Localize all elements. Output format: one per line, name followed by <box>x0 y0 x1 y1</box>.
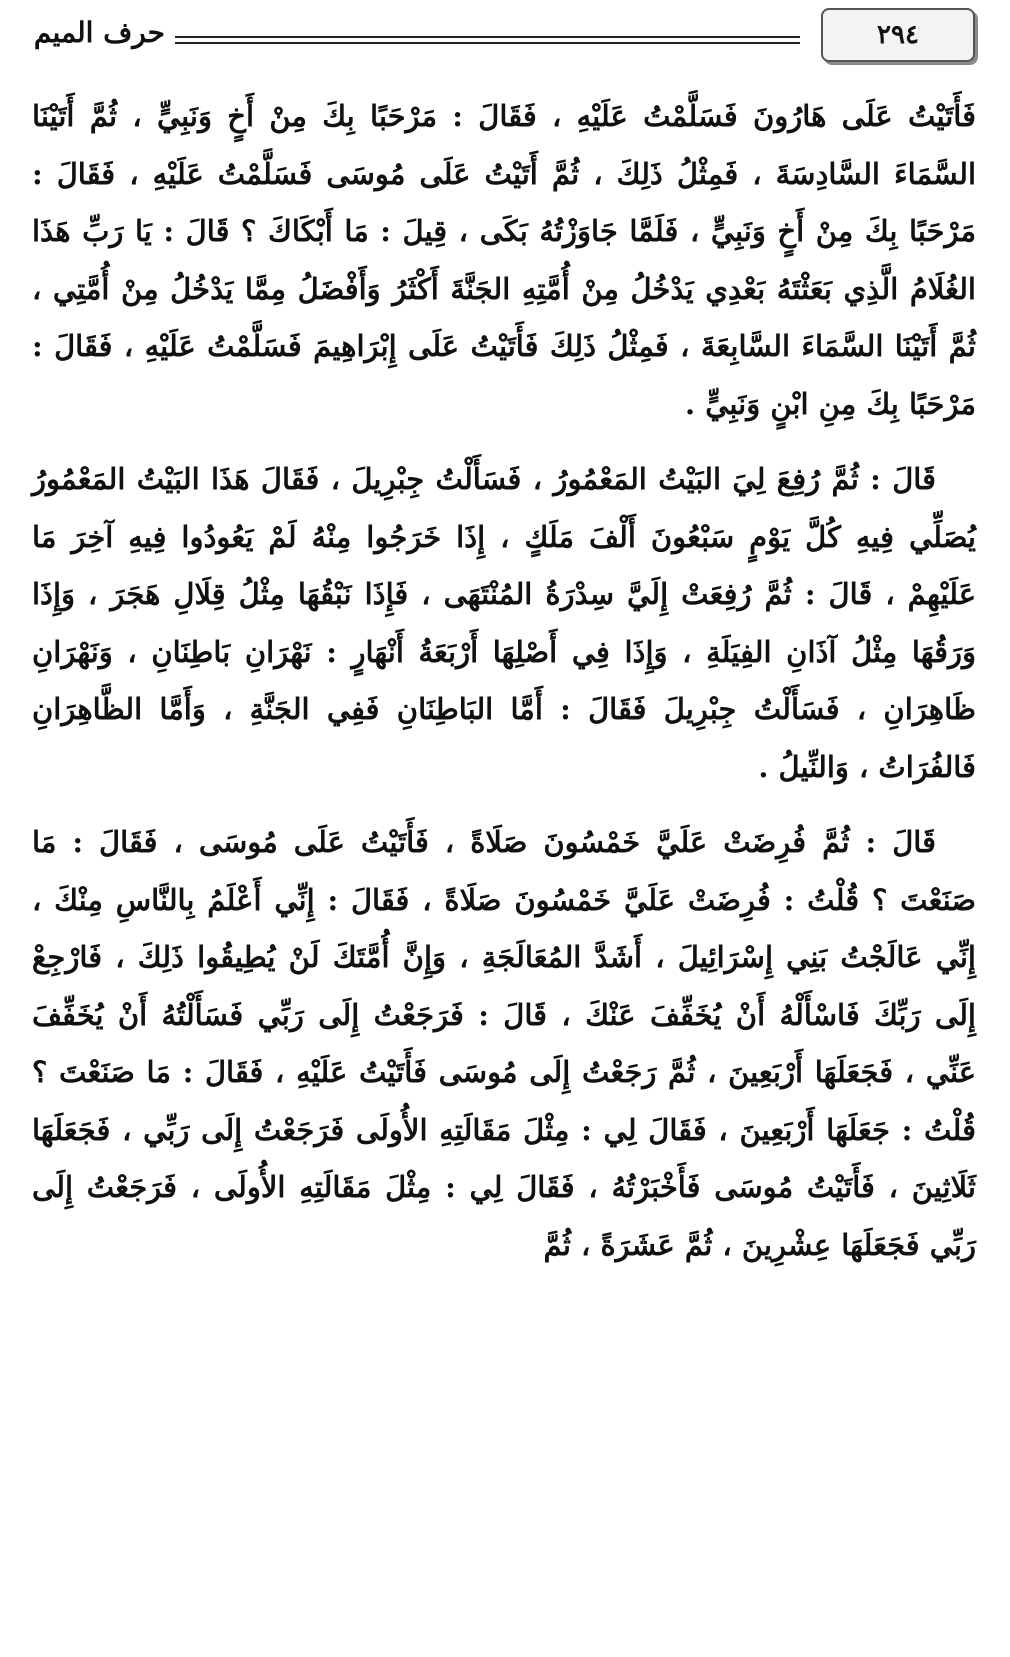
running-title: حرف الميم <box>33 16 165 49</box>
paragraph-spacer <box>32 796 976 814</box>
paragraph-2: قَالَ : ثُمَّ رُفِعَ لِيَ البَيْتُ المَعْمُورُ ، فَسَأَلْتُ جِبْرِيلَ ، فَقَالَ هَذَا البَيْتُ المَعْمُورُ يُصَلِّي فِيهِ كُلَّ يَوْمٍ سَبْعُونَ أَلْفَ مَلَكٍ ، إِذَا خَرَجُوا مِنْهُ لَمْ يَعُودُوا فِيهِ آخِرَ مَا عَلَيْهِمْ ، قَالَ : ثُمَّ رُفِعَتْ إِلَيَّ سِدْرَةُ المُنْتَهَى ، فَإِذَا نَبْقُهَا مِثْلُ قِلَالِ هَجَرَ ، وَإِذَا وَرَقُهَا مِثْلُ آذَانِ الفِيَلَةِ ، وَإِذَا فِي أَصْلِهَا أَرْبَعَةُ أَنْهَارٍ : نَهْرَانِ بَاطِنَانِ ، وَنَهْرَانِ ظَاهِرَانِ ، فَسَأَلْتُ جِبْرِيلَ فَقَالَ : أَمَّا البَاطِنَانِ فَفِي الجَنَّةِ ، وَأَمَّا الظَّاهِرَانِ فَالفُرَاتُ ، وَالنِّيلُ . <box>32 462 976 784</box>
body-text <box>32 88 976 1274</box>
page-number: ٢٩٤ <box>877 20 919 50</box>
paragraph-spacer <box>32 433 976 451</box>
paragraph-1: فَأَتَيْتُ عَلَى هَارُونَ فَسَلَّمْتُ عَلَيْهِ ، فَقَالَ : مَرْحَبًا بِكَ مِنْ أَخٍ وَنَبِيٍّ ، ثُمَّ أَتَيْنَا السَّمَاءَ السَّادِسَةَ ، فَمِثْلُ ذَلِكَ ، ثُمَّ أَتَيْتُ عَلَى مُوسَى فَسَلَّمْتُ عَلَيْهِ ، فَقَالَ : مَرْحَبًا بِكَ مِنْ أَخٍ وَنَبِيٍّ ، فَلَمَّا جَاوَزْتُهُ بَكَى ، قِيلَ : مَا أَبْكَاكَ ؟ قَالَ : يَا رَبِّ هَذَا الغُلَامُ الَّذِي بَعَثْتَهُ بَعْدِي يَدْخُلُ مِنْ أُمَّتِهِ الجَنَّةَ أَكْثَرُ وَأَفْضَلُ مِمَّا يَدْخُلُ مِنْ أُمَّتِي ، ثُمَّ أَتَيْنَا السَّمَاءَ السَّابِعَةَ ، فَمِثْلُ ذَلِكَ فَأَتَيْتُ عَلَى إِبْرَاهِيمَ فَسَلَّمْتُ عَلَيْهِ ، فَقَالَ : مَرْحَبًا بِكَ مِنِ ابْنٍ وَنَبِيٍّ . <box>32 99 976 421</box>
page-header <box>30 8 975 64</box>
header-double-rule <box>175 36 800 44</box>
page-number-box <box>821 8 975 62</box>
paragraph-3: قَالَ : ثُمَّ فُرِضَتْ عَلَيَّ خَمْسُونَ صَلَاةً ، فَأَتَيْتُ عَلَى مُوسَى ، فَقَالَ : مَا صَنَعْتَ ؟ قُلْتُ : فُرِضَتْ عَلَيَّ خَمْسُونَ صَلَاةً ، فَقَالَ : إِنِّي أَعْلَمُ بِالنَّاسِ مِنْكَ ، إِنِّي عَالَجْتُ بَنِي إِسْرَائِيلَ ، أَشَدَّ المُعَالَجَةِ ، وَإِنَّ أُمَّتَكَ لَنْ يُطِيقُوا ذَلِكَ ، فَارْجِعْ إِلَى رَبِّكَ فَاسْأَلْهُ أَنْ يُخَفِّفَ عَنْكَ ، قَالَ : فَرَجَعْتُ إِلَى رَبِّي فَسَأَلْتُهُ أَنْ يُخَفِّفَ عَنِّي ، فَجَعَلَهَا أَرْبَعِينَ ، ثُمَّ رَجَعْتُ إِلَى مُوسَى فَأَتَيْتُ عَلَيْهِ ، فَقَالَ : مَا صَنَعْتَ ؟ قُلْتُ : جَعَلَهَا أَرْبَعِينَ ، فَقَالَ لِي : مِثْلَ مَقَالَتِهِ الأُولَى فَرَجَعْتُ إِلَى رَبِّي ، فَجَعَلَهَا ثَلَاثِينَ ، فَأَتَيْتُ مُوسَى فَأَخْبَرْتُهُ ، فَقَالَ لِي : مِثْلَ مَقَالَتِهِ الأُولَى ، فَرَجَعْتُ إِلَى رَبِّي فَجَعَلَهَا عِشْرِينَ ، ثُمَّ عَشَرَةً ، ثُمَّ <box>32 825 976 1262</box>
